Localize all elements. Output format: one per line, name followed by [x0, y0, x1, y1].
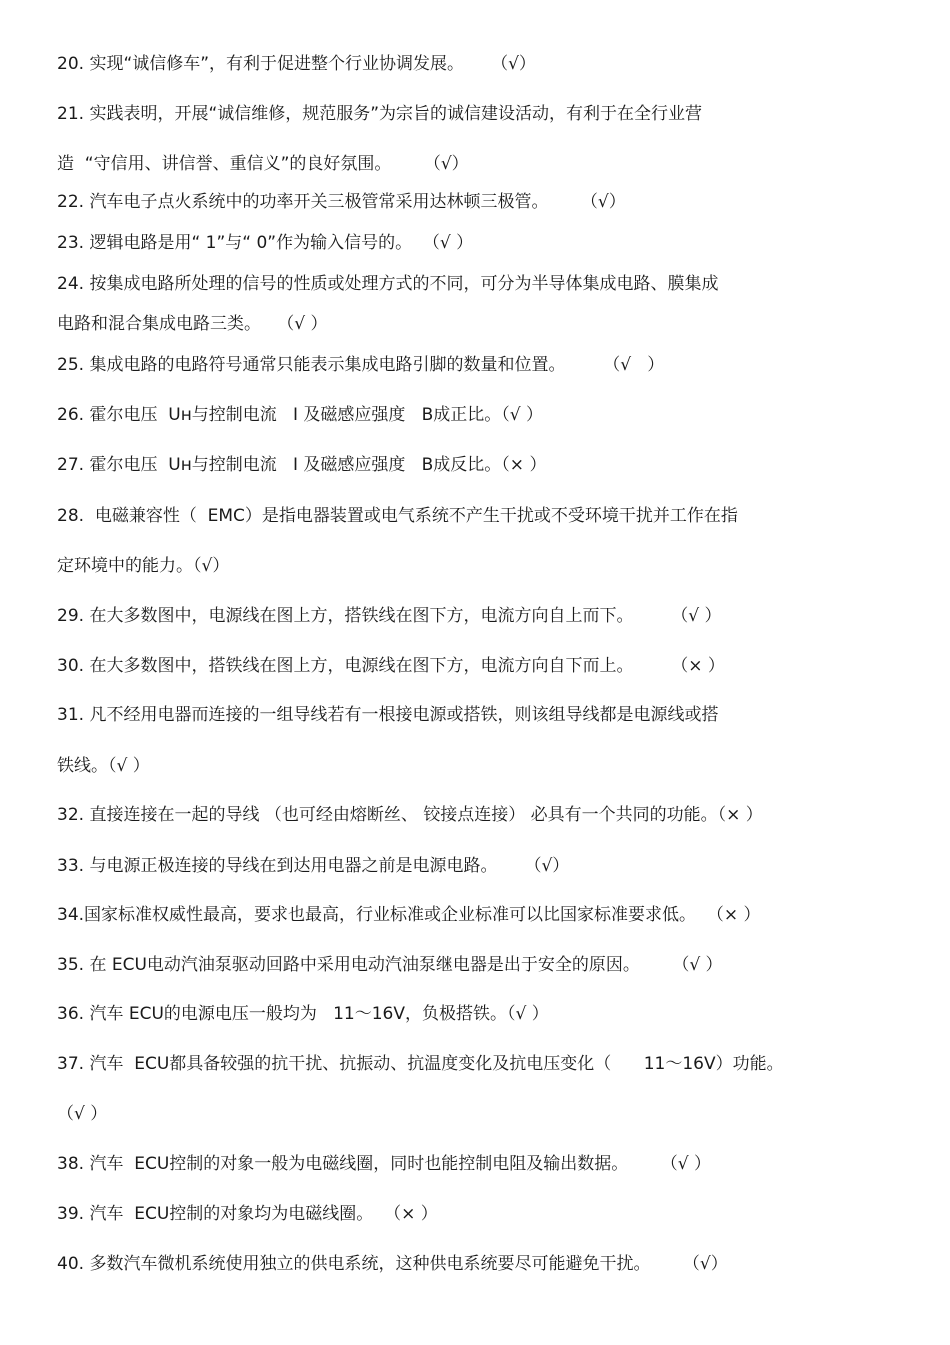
question-24-cont: 电路和混合集成电路三类。 （√ ） [57, 314, 328, 334]
question-35: 35. 在 ECU电动汽油泵驱动回路中采用电动汽油泵继电器是出于安全的原因。 （√ ） [57, 955, 723, 975]
question-29: 29. 在大多数图中，电源线在图上方，搭铁线在图下方，电流方向自上而下。 （√ ） [57, 606, 722, 626]
question-40: 40. 多数汽车微机系统使用独立的供电系统，这种供电系统要尽可能避免干扰。 （√） [57, 1254, 728, 1274]
question-31-cont: 铁线。（√ ） [57, 756, 150, 776]
question-34: 34.国家标准权威性最高，要求也最高，行业标准或企业标准可以比国家标准要求低。 （× ） [57, 905, 761, 925]
question-21: 21. 实践表明，开展“诚信维修，规范服务”为宗旨的诚信建设活动，有利于在全行业营 [57, 104, 703, 124]
question-37-cont: （√ ） [57, 1104, 108, 1124]
question-33: 33. 与电源正极连接的导线在到达用电器之前是电源电路。 （√） [57, 856, 570, 876]
question-28-cont: 定环境中的能力。（√） [57, 556, 230, 576]
question-37: 37. 汽车 ECU都具备较强的抗干扰、抗振动、抗温度变化及抗电压变化（ 11～16V）功能。 [57, 1054, 784, 1074]
question-38: 38. 汽车 ECU控制的对象一般为电磁线圈，同时也能控制电阻及输出数据。 （√ ） [57, 1154, 711, 1174]
question-31: 31. 凡不经用电器而连接的一组导线若有一根接电源或搭铁，则该组导线都是电源线或搭 [57, 705, 719, 725]
question-36: 36. 汽车 ECU的电源电压一般均为 11～16V，负极搭铁。（√ ） [57, 1004, 549, 1024]
question-28: 28. 电磁兼容性（ EMC）是指电器装置或电气系统不产生干扰或不受环境干扰并工作在指 [57, 506, 738, 526]
question-21-cont: 造 “守信用、讲信誉、重信义”的良好氛围。 （√） [57, 154, 469, 174]
question-23: 23. 逻辑电路是用“ 1”与“ 0”作为输入信号的。 （√ ） [57, 233, 474, 253]
question-32: 32. 直接连接在一起的导线 （也可经由熔断丝、 铰接点连接） 必具有一个共同的功能。（× ） [57, 805, 763, 825]
question-22: 22. 汽车电子点火系统中的功率开关三极管常采用达林顿三极管。 （√） [57, 192, 626, 212]
question-20: 20. 实现“诚信修车”，有利于促进整个行业协调发展。 （√） [57, 54, 536, 74]
question-24: 24. 按集成电路所处理的信号的性质或处理方式的不同，可分为半导体集成电路、膜集成 [57, 274, 719, 294]
question-26: 26. 霍尔电压 Uн与控制电流 I 及磁感应强度 B成正比。（√ ） [57, 405, 544, 425]
question-30: 30. 在大多数图中，搭铁线在图上方，电源线在图下方，电流方向自下而上。 （× ） [57, 656, 725, 676]
question-25: 25. 集成电路的电路符号通常只能表示集成电路引脚的数量和位置。 （√ ） [57, 355, 665, 375]
question-39: 39. 汽车 ECU控制的对象均为电磁线圈。 （× ） [57, 1204, 438, 1224]
question-27: 27. 霍尔电压 Uн与控制电流 I 及磁感应强度 B成反比。（× ） [57, 455, 547, 475]
